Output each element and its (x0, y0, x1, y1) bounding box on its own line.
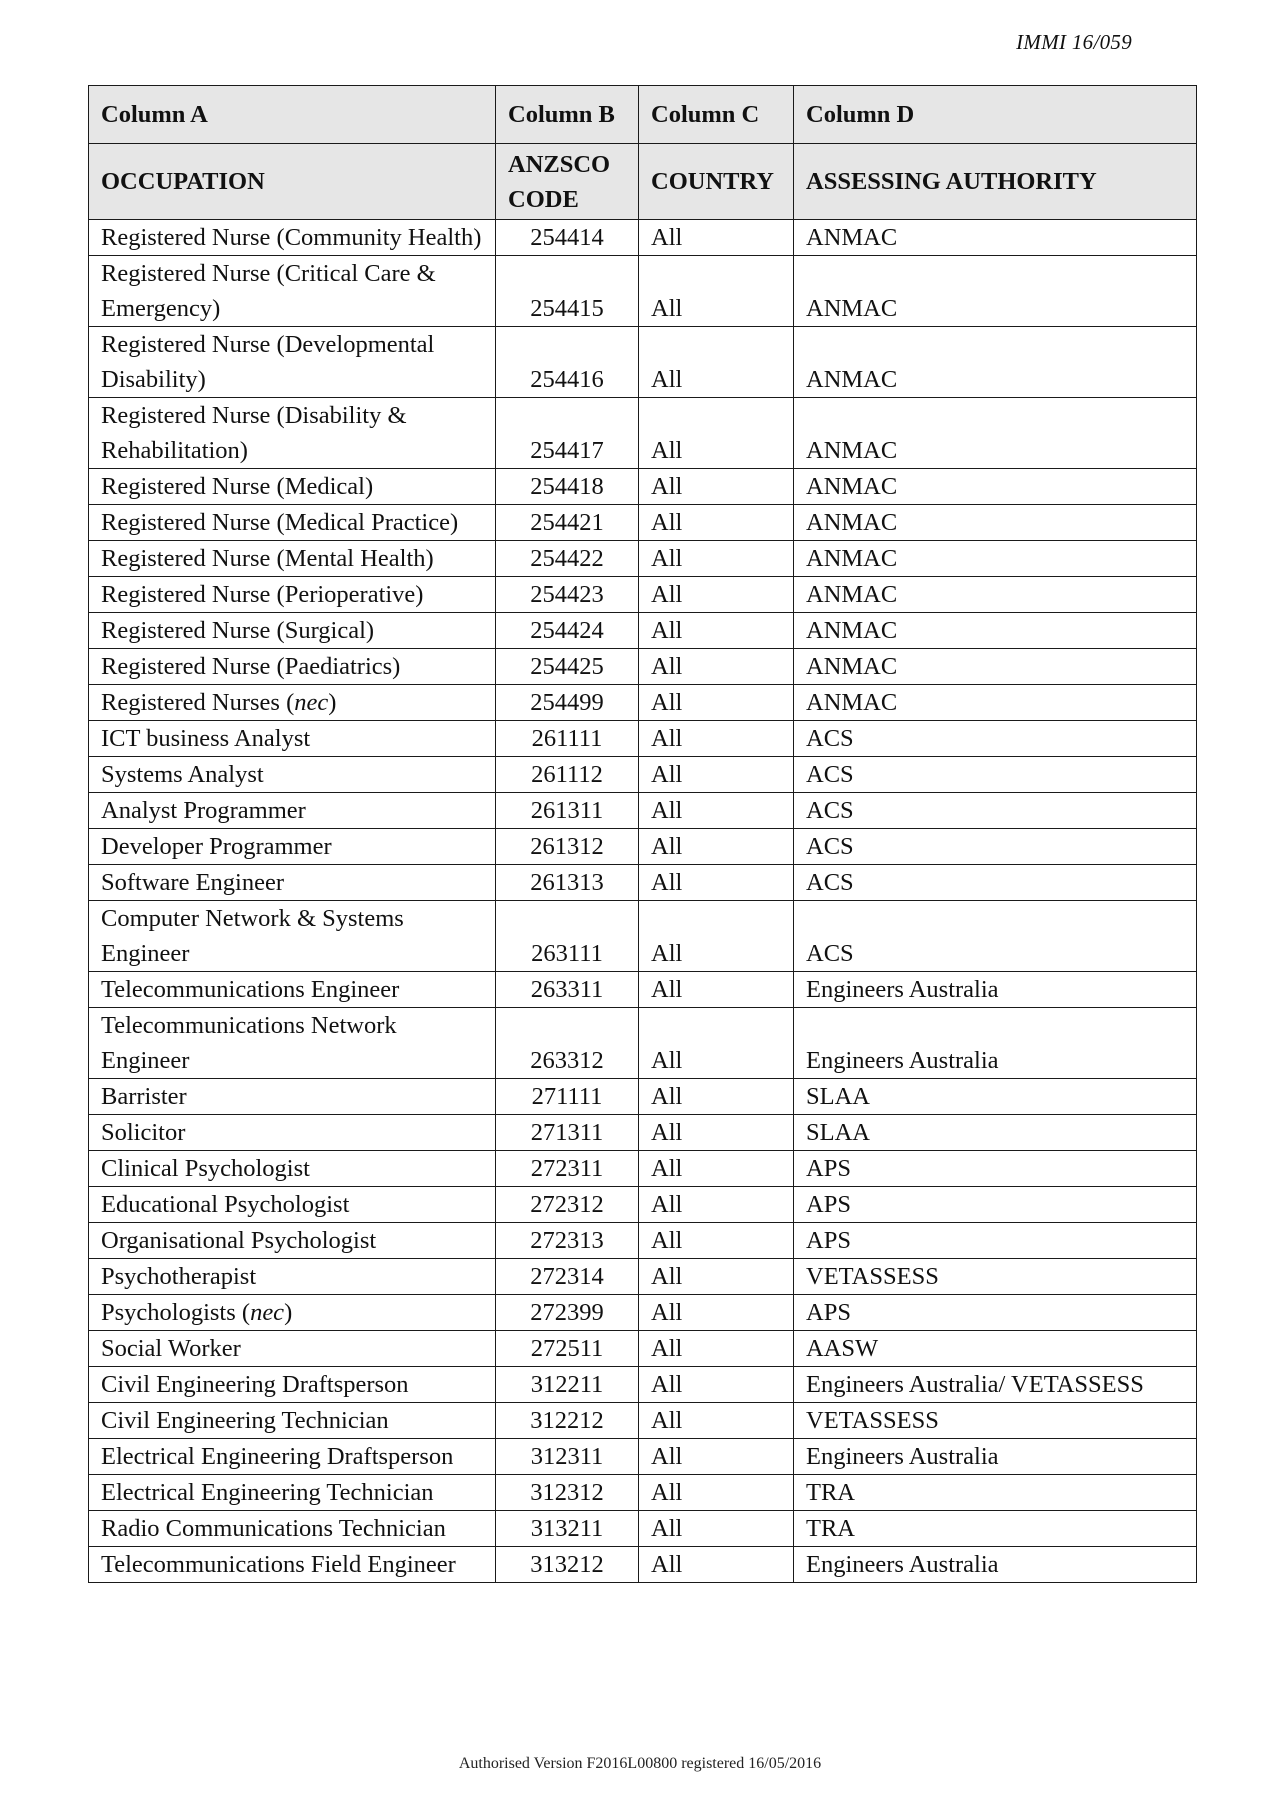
anzsco-code-cell: 271111 (496, 1079, 639, 1115)
anzsco-code-cell: 254421 (496, 505, 639, 541)
anzsco-code-cell: 271311 (496, 1115, 639, 1151)
table-row (89, 505, 1197, 541)
assessing-authority-cell: SLAA (794, 1115, 1197, 1151)
assessing-authority-cell: TRA (794, 1511, 1197, 1547)
anzsco-code-cell: 263111 (496, 901, 639, 972)
table-row (89, 757, 1197, 793)
anzsco-code-cell: 272311 (496, 1151, 639, 1187)
table-row (89, 1008, 1197, 1079)
table-row (89, 721, 1197, 757)
anzsco-code-cell: 312211 (496, 1367, 639, 1403)
assessing-authority-cell: APS (794, 1187, 1197, 1223)
assessing-authority-cell: ANMAC (794, 327, 1197, 398)
occupation-cell: Registered Nurse (Perioperative) (89, 577, 496, 613)
occupation-cell: Organisational Psychologist (89, 1223, 496, 1259)
column-c-header: Column C (639, 86, 794, 144)
anzsco-code-cell: 313212 (496, 1547, 639, 1583)
country-cell: All (639, 505, 794, 541)
anzsco-code-cell: 312312 (496, 1475, 639, 1511)
table-row (89, 1439, 1197, 1475)
anzsco-code-cell: 263311 (496, 972, 639, 1008)
anzsco-code-cell: 254416 (496, 327, 639, 398)
table-row (89, 256, 1197, 327)
occupation-cell: Registered Nurse (Critical Care & Emergency) (89, 256, 496, 327)
occupation-cell: Psychologists (nec) (89, 1295, 496, 1331)
assessing-authority-cell: SLAA (794, 1079, 1197, 1115)
assessing-authority-cell: ACS (794, 793, 1197, 829)
anzsco-header-line2: CODE (508, 185, 579, 213)
table-row (89, 793, 1197, 829)
assessing-authority-cell: ANMAC (794, 613, 1197, 649)
anzsco-code-cell: 254422 (496, 541, 639, 577)
table-row (89, 613, 1197, 649)
table-row (89, 220, 1197, 256)
assessing-authority-cell: ANMAC (794, 577, 1197, 613)
occupation-cell: Registered Nurse (Developmental Disability) (89, 327, 496, 398)
assessing-authority-cell: Engineers Australia (794, 1547, 1197, 1583)
country-cell: All (639, 256, 794, 327)
country-cell: All (639, 685, 794, 721)
country-cell: All (639, 901, 794, 972)
table-row (89, 972, 1197, 1008)
anzsco-code-cell: 272511 (496, 1331, 639, 1367)
anzsco-code-header (496, 144, 639, 220)
occupation-cell: Civil Engineering Draftsperson (89, 1367, 496, 1403)
occupation-cell: Registered Nurse (Surgical) (89, 613, 496, 649)
column-a-header: Column A (89, 86, 496, 144)
occupation-cell: Registered Nurse (Medical Practice) (89, 505, 496, 541)
assessing-authority-cell: ANMAC (794, 398, 1197, 469)
occupation-cell: Civil Engineering Technician (89, 1403, 496, 1439)
assessing-authority-cell: APS (794, 1151, 1197, 1187)
occupation-cell: ICT business Analyst (89, 721, 496, 757)
country-cell: All (639, 721, 794, 757)
assessing-authority-cell: ANMAC (794, 469, 1197, 505)
country-cell: All (639, 1079, 794, 1115)
anzsco-code-cell: 254417 (496, 398, 639, 469)
country-cell: All (639, 649, 794, 685)
assessing-authority-cell: ACS (794, 721, 1197, 757)
country-cell: All (639, 398, 794, 469)
country-cell: All (639, 1475, 794, 1511)
anzsco-code-cell: 313211 (496, 1511, 639, 1547)
anzsco-code-cell: 254418 (496, 469, 639, 505)
anzsco-code-cell: 261111 (496, 721, 639, 757)
table-row (89, 1511, 1197, 1547)
anzsco-code-cell: 272312 (496, 1187, 639, 1223)
occupation-cell: Educational Psychologist (89, 1187, 496, 1223)
table-row (89, 1151, 1197, 1187)
occupation-cell: Telecommunications Network Engineer (89, 1008, 496, 1079)
anzsco-code-cell: 261112 (496, 757, 639, 793)
occupation-cell: Registered Nurse (Disability & Rehabilitation) (89, 398, 496, 469)
anzsco-code-cell: 261312 (496, 829, 639, 865)
occupation-cell: Telecommunications Field Engineer (89, 1547, 496, 1583)
country-cell: All (639, 577, 794, 613)
table-row (89, 1115, 1197, 1151)
country-cell: All (639, 1008, 794, 1079)
country-cell: All (639, 327, 794, 398)
assessing-authority-cell: ANMAC (794, 256, 1197, 327)
anzsco-code-cell: 272314 (496, 1259, 639, 1295)
country-cell: All (639, 1547, 794, 1583)
assessing-authority-cell: APS (794, 1295, 1197, 1331)
occupation-cell: Registered Nurses (nec) (89, 685, 496, 721)
assessing-authority-cell: Engineers Australia (794, 972, 1197, 1008)
occupation-table (88, 85, 1197, 1583)
country-cell: All (639, 1295, 794, 1331)
table-row (89, 1079, 1197, 1115)
country-cell: All (639, 1151, 794, 1187)
column-letter-header-row (89, 86, 1197, 144)
country-cell: All (639, 1511, 794, 1547)
occupation-cell: Computer Network & Systems Engineer (89, 901, 496, 972)
anzsco-code-cell: 312212 (496, 1403, 639, 1439)
occupation-cell: Registered Nurse (Paediatrics) (89, 649, 496, 685)
country-cell: All (639, 757, 794, 793)
occupation-cell: Psychotherapist (89, 1259, 496, 1295)
anzsco-code-cell: 254423 (496, 577, 639, 613)
assessing-authority-cell: ANMAC (794, 649, 1197, 685)
anzsco-code-cell: 261313 (496, 865, 639, 901)
table-row (89, 398, 1197, 469)
country-header: COUNTRY (639, 144, 794, 220)
table-row (89, 1367, 1197, 1403)
assessing-authority-cell: ANMAC (794, 220, 1197, 256)
anzsco-code-cell: 272313 (496, 1223, 639, 1259)
column-d-header: Column D (794, 86, 1197, 144)
occupation-header: OCCUPATION (89, 144, 496, 220)
occupation-cell: Software Engineer (89, 865, 496, 901)
assessing-authority-cell: ACS (794, 901, 1197, 972)
occupation-cell: Registered Nurse (Mental Health) (89, 541, 496, 577)
occupation-cell: Electrical Engineering Technician (89, 1475, 496, 1511)
country-cell: All (639, 1115, 794, 1151)
authorised-version-footer: Authorised Version F2016L00800 registered 16/05/2016 (458, 1755, 822, 1772)
table-row (89, 1403, 1197, 1439)
occupation-cell: Registered Nurse (Community Health) (89, 220, 496, 256)
assessing-authority-cell: AASW (794, 1331, 1197, 1367)
table-row (89, 577, 1197, 613)
table-row (89, 649, 1197, 685)
anzsco-code-cell: 254424 (496, 613, 639, 649)
occupation-cell: Developer Programmer (89, 829, 496, 865)
table-row (89, 1187, 1197, 1223)
country-cell: All (639, 1367, 794, 1403)
anzsco-code-cell: 261311 (496, 793, 639, 829)
assessing-authority-cell: VETASSESS (794, 1259, 1197, 1295)
assessing-authority-cell: TRA (794, 1475, 1197, 1511)
occupation-cell: Radio Communications Technician (89, 1511, 496, 1547)
occupation-cell: Solicitor (89, 1115, 496, 1151)
assessing-authority-cell: ACS (794, 865, 1197, 901)
country-cell: All (639, 1439, 794, 1475)
anzsco-code-cell: 312311 (496, 1439, 639, 1475)
table-row (89, 901, 1197, 972)
country-cell: All (639, 972, 794, 1008)
assessing-authority-cell: Engineers Australia (794, 1439, 1197, 1475)
assessing-authority-header: ASSESSING AUTHORITY (794, 144, 1197, 220)
country-cell: All (639, 1187, 794, 1223)
assessing-authority-cell: ANMAC (794, 685, 1197, 721)
table-row (89, 685, 1197, 721)
table-row (89, 1223, 1197, 1259)
document-reference: IMMI 16/059 (1016, 30, 1132, 54)
anzsco-code-cell: 272399 (496, 1295, 639, 1331)
occupation-cell: Systems Analyst (89, 757, 496, 793)
occupation-cell: Registered Nurse (Medical) (89, 469, 496, 505)
occupation-cell: Electrical Engineering Draftsperson (89, 1439, 496, 1475)
anzsco-code-cell: 254499 (496, 685, 639, 721)
assessing-authority-cell: APS (794, 1223, 1197, 1259)
table-row (89, 1331, 1197, 1367)
table-row (89, 541, 1197, 577)
country-cell: All (639, 613, 794, 649)
table-body (89, 220, 1197, 1583)
table-row (89, 1547, 1197, 1583)
table-row (89, 1259, 1197, 1295)
anzsco-header-line1: ANZSCO (508, 150, 611, 178)
country-cell: All (639, 793, 794, 829)
assessing-authority-cell: ANMAC (794, 505, 1197, 541)
column-b-header: Column B (496, 86, 639, 144)
country-cell: All (639, 1223, 794, 1259)
table-row (89, 829, 1197, 865)
assessing-authority-cell: ACS (794, 757, 1197, 793)
table-row (89, 1295, 1197, 1331)
country-cell: All (639, 1259, 794, 1295)
table-row (89, 327, 1197, 398)
country-cell: All (639, 220, 794, 256)
anzsco-code-cell: 263312 (496, 1008, 639, 1079)
country-cell: All (639, 1403, 794, 1439)
assessing-authority-cell: Engineers Australia (794, 1008, 1197, 1079)
country-cell: All (639, 469, 794, 505)
field-header-row (89, 144, 1197, 220)
country-cell: All (639, 865, 794, 901)
occupation-cell: Social Worker (89, 1331, 496, 1367)
occupation-cell: Clinical Psychologist (89, 1151, 496, 1187)
table-row (89, 865, 1197, 901)
occupation-cell: Telecommunications Engineer (89, 972, 496, 1008)
assessing-authority-cell: Engineers Australia/ VETASSESS (794, 1367, 1197, 1403)
country-cell: All (639, 829, 794, 865)
assessing-authority-cell: ANMAC (794, 541, 1197, 577)
anzsco-code-cell: 254414 (496, 220, 639, 256)
assessing-authority-cell: ACS (794, 829, 1197, 865)
anzsco-code-cell: 254425 (496, 649, 639, 685)
assessing-authority-cell: VETASSESS (794, 1403, 1197, 1439)
country-cell: All (639, 541, 794, 577)
table-row (89, 469, 1197, 505)
anzsco-code-cell: 254415 (496, 256, 639, 327)
country-cell: All (639, 1331, 794, 1367)
occupation-cell: Barrister (89, 1079, 496, 1115)
occupation-cell: Analyst Programmer (89, 793, 496, 829)
table-row (89, 1475, 1197, 1511)
